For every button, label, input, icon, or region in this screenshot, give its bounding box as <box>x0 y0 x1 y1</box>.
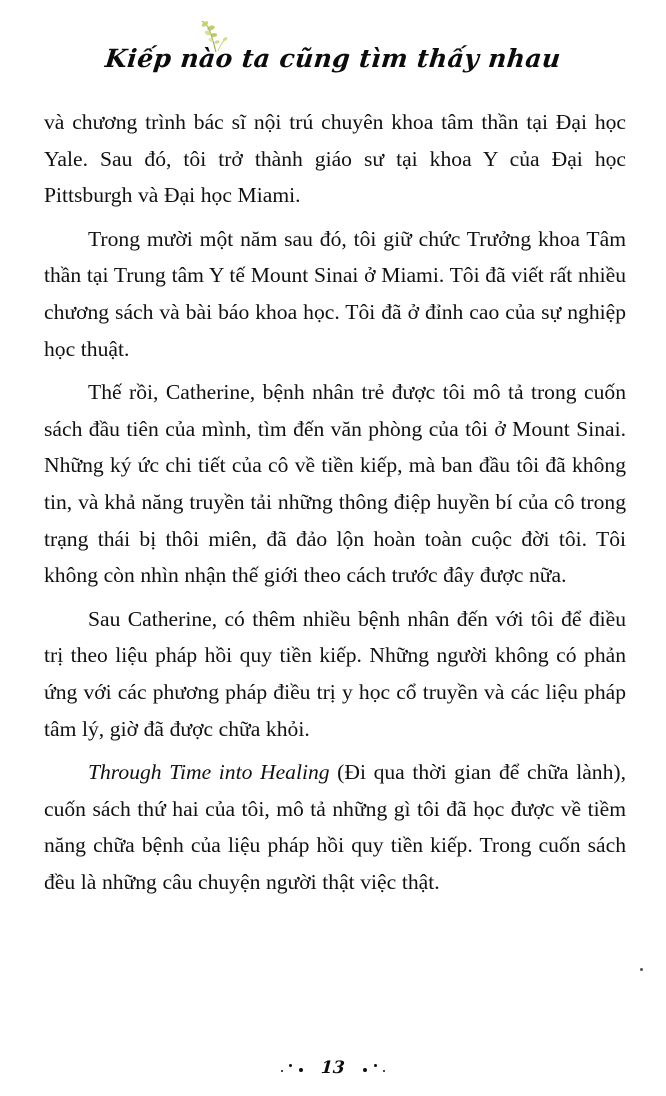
running-head <box>0 10 666 82</box>
paragraph: Trong mười một năm sau đó, tôi giữ chức Trưởng khoa Tâm thần tại Trung tâm Y tế Mount Sinai ở Miami. Tôi đã viết rất nhiều chương sách và bài báo khoa học. Tôi đã ở đỉnh cao của sự nghiệp học thuật. <box>44 226 626 361</box>
page-number: 13 <box>320 1058 346 1078</box>
chapter-title: Kiếp nào ta cũng tìm thấy nhau <box>103 44 563 73</box>
paragraph: và chương trình bác sĩ nội trú chuyên khoa tâm thần tại Đại học Yale. Sau đó, tôi trở thành giáo sư tại khoa Y của Đại học Pittsburgh và Đại học Miami. <box>44 110 626 208</box>
folio <box>0 1057 666 1078</box>
scan-speck <box>640 968 643 971</box>
dot-ornament-icon <box>350 1061 386 1075</box>
book-title-italic: Through Time into Healing <box>88 760 330 785</box>
paragraph-with-book-title <box>44 754 626 900</box>
paragraph: Thế rồi, Catherine, bệnh nhân trẻ được tôi mô tả trong cuốn sách đầu tiên của mình, tìm đến văn phòng của tôi ở Mount Sinai. Những ký ức chi tiết của cô về tiền kiếp, mà ban đầu tôi đã không tin, và khả năng truyền tải những thông điệp huyền bí của cô trong trạng thái bị thôi miên, đã đảo lộn hoàn toàn cuộc đời tôi. Tôi không còn nhìn nhận thế giới theo cách trước đây được nữa. <box>44 380 626 588</box>
paragraph: Sau Catherine, có thêm nhiều bệnh nhân đến với tôi để điều trị theo liệu pháp hồi quy tiền kiếp. Những người không có phản ứng với các phương pháp điều trị y học cổ truyền và các liệu pháp tâm lý, giờ đã được chữa khỏi. <box>44 606 626 741</box>
dot-ornament-icon <box>280 1061 316 1075</box>
body-text-block <box>44 104 626 900</box>
paragraph-remainder: (Đi qua thời gian để chữa lành), cuốn sách thứ hai của tôi, mô tả những gì tôi đã học được về tiềm năng chữa bệnh của liệu pháp hồi quy tiền kiếp. Trong cuốn sách đều là những câu chuyện người thật việc thật. <box>44 760 626 894</box>
